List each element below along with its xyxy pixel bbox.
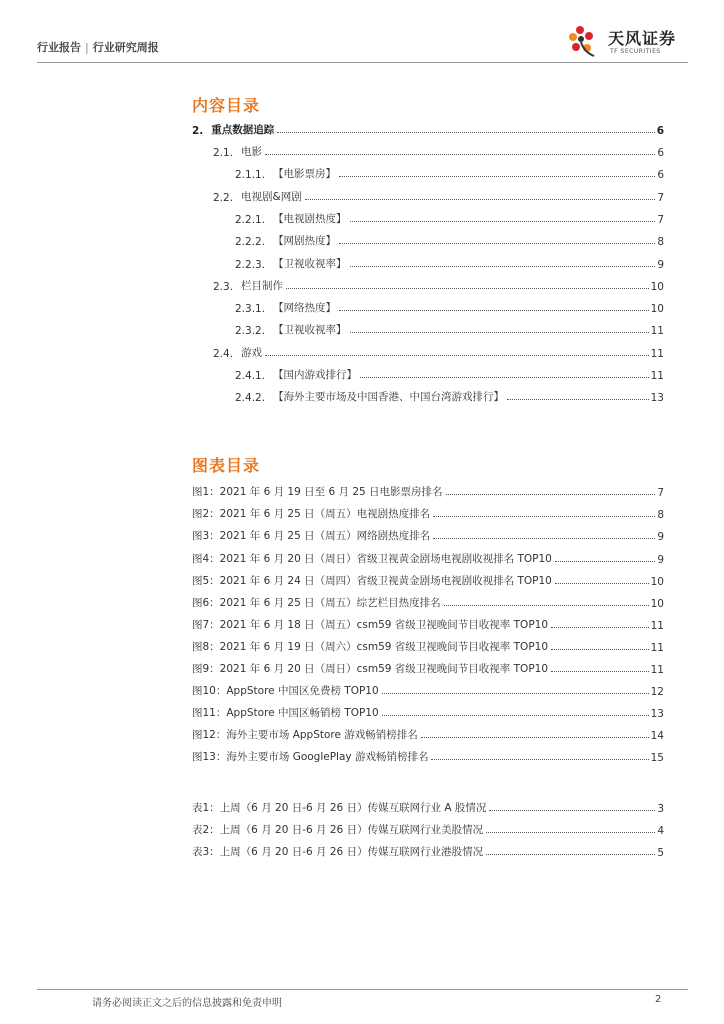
category-label: 行业报告 (37, 41, 81, 54)
logo-flower-icon (566, 22, 606, 60)
toc-item[interactable] (235, 297, 664, 315)
figure-page: 9 (657, 554, 664, 566)
toc-leader (350, 221, 656, 222)
toc-page: 7 (657, 192, 664, 204)
toc-page: 6 (657, 169, 664, 181)
figure-title: 图12：海外主要市场 AppStore 游戏畅销榜排名 (192, 729, 418, 741)
toc-item[interactable] (235, 253, 664, 271)
toc-number: 2.2.1. (235, 214, 266, 226)
toc-title: 【海外主要市场及中国香港、中国台湾游戏排行】 (273, 391, 505, 403)
toc-title: 【卫视收视率】 (273, 324, 347, 336)
toc-page: 8 (657, 236, 664, 248)
toc-leader (350, 266, 656, 267)
figure-item[interactable] (192, 702, 664, 720)
figure-leader (382, 715, 649, 716)
toc-title: 电视剧&网剧 (241, 191, 302, 203)
toc-item[interactable] (235, 230, 664, 248)
logo-name-en: TF SECURITIES (610, 48, 661, 55)
toc-title: 【卫视收视率】 (273, 258, 347, 270)
figure-title: 图5：2021 年 6 月 24 日（周四）省级卫视黄金剧场电视剧收视排名 TOP10 (192, 575, 552, 587)
table-title: 表3：上周（6 月 20 日-6 月 26 日）传媒互联网行业港股情况 (192, 846, 484, 858)
toc-title: 栏目制作 (241, 280, 284, 292)
toc-number: 2.2.3. (235, 259, 266, 271)
page-number: 2 (655, 994, 662, 1005)
toc-item[interactable] (213, 275, 664, 293)
contents-title: 内容目录 (192, 96, 261, 115)
toc-number: 2.3.1. (235, 303, 266, 315)
toc-leader (265, 355, 649, 356)
toc-number: 2.1.1. (235, 169, 266, 181)
report-category (37, 39, 159, 55)
header-divider (37, 62, 688, 63)
toc-leader (265, 154, 655, 155)
figure-leader (551, 627, 649, 628)
figure-title: 图4：2021 年 6 月 20 日（周日）省级卫视黄金剧场电视剧收视排名 TOP10 (192, 553, 552, 565)
table-leader (489, 810, 655, 811)
toc-number: 2.4.1. (235, 370, 266, 382)
toc-item[interactable] (235, 386, 664, 404)
toc-item[interactable] (235, 319, 664, 337)
toc-number: 2.4.2. (235, 392, 266, 404)
toc-number: 2.3.2. (235, 325, 266, 337)
toc-title: 【网络热度】 (273, 302, 337, 314)
figure-title: 图3：2021 年 6 月 25 日（周五）网络剧热度排名 (192, 530, 431, 542)
toc-leader (339, 243, 655, 244)
table-page: 3 (657, 803, 664, 815)
toc-number: 2.2.2. (235, 236, 266, 248)
logo-name-cn: 天风证券 (608, 29, 677, 48)
figure-title: 图11：AppStore 中国区畅销榜 TOP10 (192, 707, 379, 719)
table-leader (486, 854, 655, 855)
table-item[interactable] (192, 841, 664, 859)
figure-title: 图6：2021 年 6 月 25 日（周五）综艺栏目热度排名 (192, 597, 441, 609)
figure-item[interactable] (192, 680, 664, 698)
toc-title: 【网剧热度】 (273, 235, 337, 247)
figure-title: 图9：2021 年 6 月 20 日（周日）csm59 省级卫视晚间节目收视率 TOP10 (192, 663, 549, 675)
toc-leader (339, 310, 649, 311)
figure-item[interactable] (192, 636, 664, 654)
figure-leader (421, 737, 649, 738)
table-page: 5 (657, 847, 664, 859)
table-title: 表2：上周（6 月 20 日-6 月 26 日）传媒互联网行业美股情况 (192, 824, 484, 836)
toc-title: 电影 (241, 146, 263, 158)
figure-page: 13 (650, 708, 664, 720)
toc-item[interactable] (213, 186, 664, 204)
figure-leader (431, 759, 648, 760)
page-header (0, 0, 724, 70)
toc-leader (286, 288, 649, 289)
toc-page: 6 (657, 147, 664, 159)
toc-item[interactable] (213, 342, 664, 360)
figure-page: 10 (650, 576, 664, 588)
toc-leader (360, 377, 649, 378)
figure-leader (433, 538, 655, 539)
figure-leader (555, 561, 655, 562)
figure-leader (444, 605, 649, 606)
toc-page: 6 (656, 125, 664, 137)
figure-title: 图1：2021 年 6 月 19 日至 6 月 25 日电影票房排名 (192, 486, 443, 498)
footer-divider (37, 989, 688, 990)
toc-page: 10 (650, 303, 664, 315)
figure-title: 图13：海外主要市场 GooglePlay 游戏畅销榜排名 (192, 751, 429, 763)
figure-item[interactable] (192, 503, 664, 521)
toc-title: 游戏 (241, 347, 263, 359)
figure-page: 12 (650, 686, 664, 698)
toc-title: 【国内游戏排行】 (273, 369, 358, 381)
toc-page: 10 (650, 281, 664, 293)
figure-leader (382, 693, 649, 694)
table-title: 表1：上周（6 月 20 日-6 月 26 日）传媒互联网行业 A 股情况 (192, 802, 487, 814)
figure-page: 9 (657, 531, 664, 543)
toc-leader (339, 176, 655, 177)
toc-item[interactable] (213, 141, 664, 159)
figure-leader (555, 583, 649, 584)
header-separator: | (85, 41, 89, 54)
figure-item[interactable] (192, 592, 664, 610)
toc-number: 2.2. (213, 192, 234, 204)
figure-title: 图10：AppStore 中国区免费榜 TOP10 (192, 685, 379, 697)
figure-page: 11 (650, 620, 664, 632)
toc-item[interactable] (235, 208, 664, 226)
figure-title: 图8：2021 年 6 月 19 日（周六）csm59 省级卫视晚间节目收视率 TOP10 (192, 641, 549, 653)
toc-leader (350, 332, 649, 333)
toc-page: 7 (657, 214, 664, 226)
figure-title: 图7：2021 年 6 月 18 日（周五）csm59 省级卫视晚间节目收视率 TOP10 (192, 619, 549, 631)
table-page: 4 (657, 825, 664, 837)
figure-page: 11 (650, 642, 664, 654)
figure-item[interactable] (192, 548, 664, 566)
company-logo (566, 22, 696, 60)
toc-page: 11 (650, 325, 664, 337)
toc-number: 2. (192, 125, 204, 137)
footer-disclaimer: 请务必阅读正文之后的信息披露和免责申明 (92, 998, 282, 1009)
toc-item[interactable] (235, 163, 664, 181)
toc-title: 【电视剧热度】 (273, 213, 347, 225)
toc-leader (507, 399, 649, 400)
figures-title: 图表目录 (192, 456, 261, 475)
figure-title: 图2：2021 年 6 月 25 日（周五）电视剧热度排名 (192, 508, 431, 520)
toc-leader (277, 132, 654, 133)
figure-page: 10 (650, 598, 664, 610)
figure-page: 8 (657, 509, 664, 521)
figure-leader (446, 494, 656, 495)
figure-item[interactable] (192, 724, 664, 742)
toc-title: 【电影票房】 (273, 168, 337, 180)
toc-page: 11 (650, 370, 664, 382)
table-item[interactable] (192, 819, 664, 837)
figure-leader (551, 671, 649, 672)
toc-page: 11 (650, 348, 664, 360)
figure-item[interactable] (192, 614, 664, 632)
toc-number: 2.3. (213, 281, 234, 293)
figure-leader (551, 649, 649, 650)
toc-page: 13 (650, 392, 664, 404)
toc-item[interactable] (235, 364, 664, 382)
figure-item[interactable] (192, 658, 664, 676)
toc-item[interactable] (192, 119, 664, 137)
table-item[interactable] (192, 797, 664, 815)
toc-page: 9 (657, 259, 664, 271)
figure-item[interactable] (192, 746, 664, 764)
table-leader (486, 832, 655, 833)
figure-item[interactable] (192, 525, 664, 543)
toc-title: 重点数据追踪 (211, 124, 275, 136)
figure-page: 7 (657, 487, 664, 499)
toc-leader (305, 199, 656, 200)
toc-number: 2.1. (213, 147, 234, 159)
figure-page: 11 (650, 664, 664, 676)
subcategory-label: 行业研究周报 (92, 41, 159, 54)
figure-item[interactable] (192, 481, 664, 499)
figure-page: 15 (650, 752, 664, 764)
toc-number: 2.4. (213, 348, 234, 360)
figure-page: 14 (650, 730, 664, 742)
figure-item[interactable] (192, 570, 664, 588)
figure-leader (433, 516, 655, 517)
